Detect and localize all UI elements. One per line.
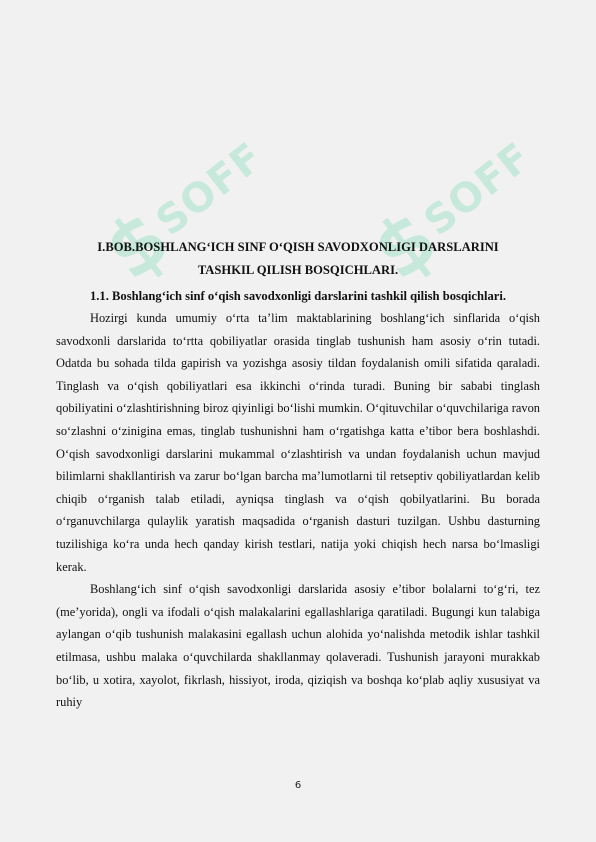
chapter-title-line-1: I.BOB.BOSHLANG‘ICH SINF O‘QISH SAVODXONLIGI DARSLARINI [97, 240, 499, 254]
chapter-title-line-2: TASHKIL QILISH BOSQICHLARI. [197, 263, 399, 277]
watermark-text: SOFF [415, 133, 540, 245]
section-heading: 1.1. Boshlang‘ich sinf o‘qish savodxonligi darslarini tashkil qilish bosqichlari. [89, 289, 507, 303]
page-content [56, 236, 540, 714]
page-number: 6 [294, 780, 302, 791]
soff-logo-icon: $ [88, 193, 187, 299]
soff-logo-icon: $ [356, 193, 455, 299]
watermark-text: SOFF [147, 133, 272, 245]
body-paragraph: Hozirgi kunda umumiy o‘rta ta’lim maktablarining boshlang‘ich sinflarida o‘qish savodxonli darslarida to‘rtta qobiliyatlar orasida tinglab tushunish ham asosiy o‘rin tutadi. Odatda bu sohada tilda gapirish va yozishga asosiy tildan foydalanish omili sifatida qaraladi. Tinglash va o‘qish qobiliyatlari esa ikkinchi o‘rinda turadi. Buning bir sababi tinglash qobiliyatini o‘zlashtirishning biroz qiyinligi bo‘lishi mumkin. O‘qituvchilar o‘quvchilariga ravon so‘zlashni o‘zinigina emas, tinglab tushunishni ham o‘rgatishga katta e’tibor bera boshlashdi. O‘qish savodxonligi darslarini mukammal o‘zlashtirish va undan foydalanish uchun mavjud bilimlarni shakllantirish va zarur bo‘lgan barcha ma’lumotlarni til retseptiv qobiliyatlardan kelib chiqib o‘rganish talab etiladi, ayniqsa tinglash va o‘qish qobilyatlarini. Bu borada o‘rganuvchilarga qulaylik yaratish maqsadida o‘rganish dasturi tuzilgan. Ushbu dasturning tuzilishiga ko‘ra unda hech qanday kirish testlari, natija yoki chiqish hech narsa bo‘lmasligi kerak. [56, 311, 540, 574]
body-paragraph: Boshlang‘ich sinf o‘qish savodxonligi darslarida asosiy e’tibor bolalarni to‘g‘ri, tez (me’yorida), ongli va ifodali o‘qish malakalarini egallashlariga qaratiladi. Bugungi kun talabiga aylangan o‘qib tushunish malakasini egallash uchun alohida yo‘nalishda metodik ishlar tashkil etilmasa, ushbu malaka o‘quvchilarda shakllanmay qolaveradi. Tushunish jarayoni murakkab bo‘lib, u xotira, xayolot, fikrlash, hissiyot, iroda, qiziqish va boshqa ko‘plab aqliy xususiyat va ruhiy [56, 582, 540, 710]
